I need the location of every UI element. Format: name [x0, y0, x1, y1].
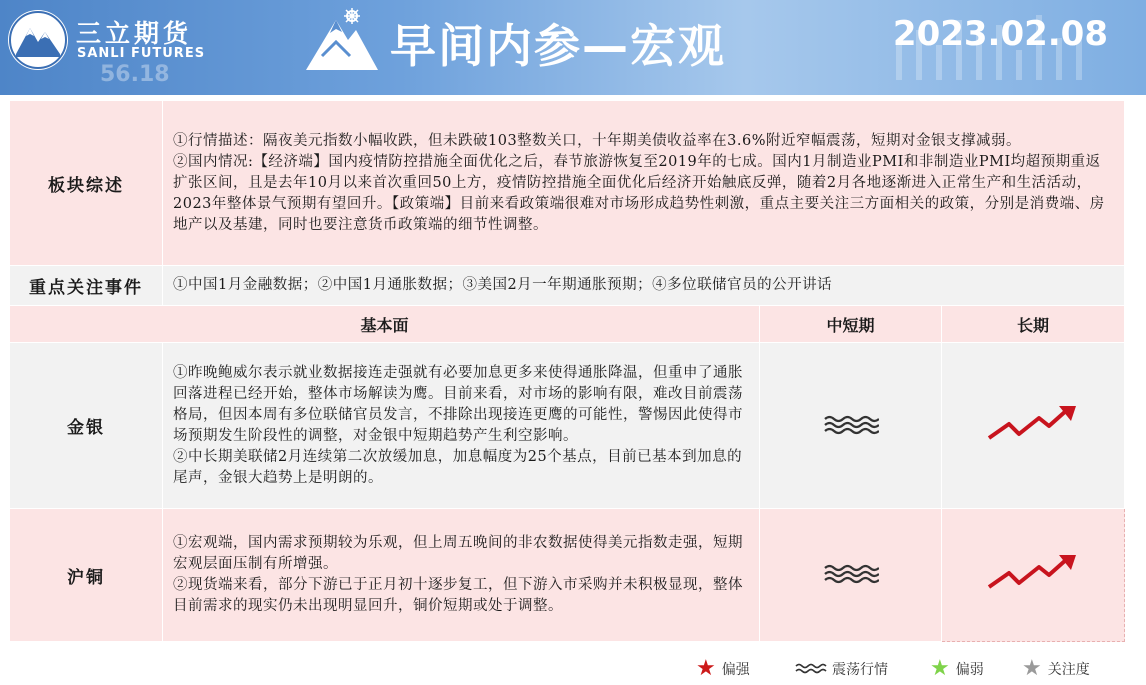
company-logo — [8, 10, 68, 70]
summary-label: 板块综述 — [10, 101, 163, 266]
mountain-title-icon — [302, 6, 382, 76]
copper-long-cell — [942, 509, 1125, 642]
background-ticker-text: 56.18 — [100, 62, 170, 87]
legend-weak-label: 偏弱 — [955, 662, 984, 678]
copper-paragraph-2: ②现货端来看，部分下游已于正月初十逐步复工，但下游入市采购并未积极显现，整体目前需求的现实仍未出现明显回升，铜价短期或处于调整。 — [173, 577, 743, 614]
summary-paragraph-2: ②国内情况:【经济端】国内疫情防控措施全面优化之后，春节旅游恢复至2019年的七成。国内1月制造业PMI和非制造业PMI均超预期重返扩张区间，且是去年10月以来首次重回50上方，疫情防控措施全面优化后经济开始触底反弹，随着2月各地逐渐进入正常生产和生活活动，2023年整体景气预期有望回升。【政策端】目前来看政策端很难对市场形成趋势性刺激，重点主要关注三方面相关的政策，分别是消费端、房地产以及基建，同时也要注意货币政策端的细节性调整。 — [173, 153, 1105, 233]
report-table — [9, 100, 1125, 642]
legend-oscillate — [795, 656, 888, 682]
copper-row — [10, 509, 1125, 642]
column-header-mid-short: 中短期 — [760, 306, 942, 343]
copper-content — [163, 509, 760, 642]
copper-paragraph-1: ①宏观端，国内需求预期较为乐观，但上周五晚间的非农数据使得美元指数走强，短期宏观层面压制有所增强。 — [173, 535, 743, 572]
gold-silver-content — [163, 343, 760, 509]
copper-mid-short-cell — [760, 509, 942, 642]
red-star-icon: ★ — [696, 656, 716, 681]
grey-star-icon: ★ — [1022, 656, 1042, 681]
legend-focus-label: 关注度 — [1047, 662, 1090, 678]
column-header-long: 长期 — [942, 306, 1125, 343]
wavy-lines-icon — [823, 413, 879, 435]
wavy-lines-icon — [795, 662, 827, 676]
company-name-cn: 三立期货 — [76, 19, 193, 48]
gold-silver-paragraph-2: ②中长期美联储2月连续第二次放缓加息，加息幅度为25个基点，目前已基本到加息的尾声，金银大趋势上是明朗的。 — [173, 448, 743, 486]
legend-focus — [1022, 656, 1090, 682]
events-label: 重点关注事件 — [10, 266, 163, 306]
copper-label: 沪铜 — [10, 509, 163, 642]
trend-up-arrow-icon — [987, 404, 1079, 444]
gold-silver-row — [10, 343, 1125, 509]
legend-oscillate-label: 震荡行情 — [832, 662, 888, 678]
trend-up-arrow-icon — [987, 553, 1079, 593]
summary-row — [10, 101, 1125, 266]
events-content: ①中国1月金融数据；②中国1月通胀数据；③美国2月一年期通胀预期；④多位联储官员的公开讲话 — [163, 266, 1125, 306]
column-header-row — [10, 306, 1125, 343]
gold-silver-mid-short-cell — [760, 343, 942, 509]
summary-paragraph-1: ①行情描述：隔夜美元指数小幅收跌，但未跌破103整数关口，十年期美债收益率在3.6%附近窄幅震荡，短期对金银支撑减弱。 — [173, 132, 1022, 149]
legend-strong — [696, 656, 750, 682]
events-row — [10, 266, 1125, 306]
wavy-lines-icon — [823, 562, 879, 584]
gold-silver-paragraph-1: ①昨晚鲍威尔表示就业数据接连走强就有必要加息更多来使得通胀降温，但重申了通胀回落进程已经开始，整体市场解读为鹰。目前来看，对市场的影响有限，难改目前震荡格局，但因本周有多位联储官员发言，不排除出现接连更鹰的可能性，警惕因此使得市场预期发生阶段性的调整，对金银中短期趋势产生利空影响。 — [173, 364, 743, 444]
column-header-fundamentals: 基本面 — [10, 306, 760, 343]
company-name-en: SANLI FUTURES — [77, 46, 206, 61]
legend-strong-label: 偏强 — [721, 662, 750, 678]
page-title: 早间内参—宏观 — [390, 19, 726, 73]
summary-content — [163, 101, 1125, 266]
mountain-logo-icon — [8, 10, 68, 70]
report-date: 2023.02.08 — [892, 14, 1108, 54]
header-banner — [0, 0, 1146, 95]
green-star-icon: ★ — [930, 656, 950, 681]
gold-silver-label: 金银 — [10, 343, 163, 509]
legend-weak — [930, 656, 984, 682]
gold-silver-long-cell — [942, 343, 1125, 509]
